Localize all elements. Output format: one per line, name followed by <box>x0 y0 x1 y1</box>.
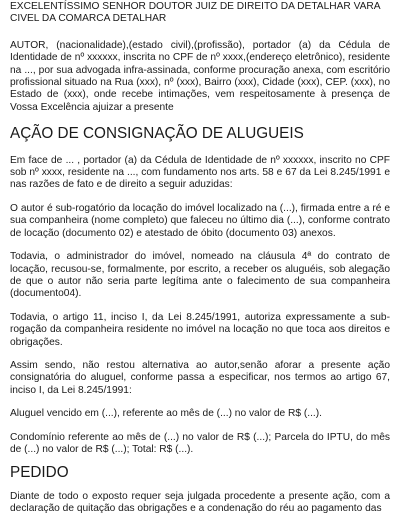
paragraph-condominio: Condomínio referente ao mês de (...) no valor de R$ (...); Parcela do IPTU, do mês de (...) no valor de R$ (...); Total: R$ (...). <box>10 431 390 455</box>
spacer <box>10 192 390 203</box>
paragraph-artigo-11: Todavia, o artigo 11, inciso I, da Lei 8.245/1991, autoriza expressamente a sub-rogação da companheira residente no imóvel na locação no que toca aos direitos e obrigações. <box>10 311 390 348</box>
document-title: EXCELENTÍSSIMO SENHOR DOUTOR JUIZ DE DIREITO DA DETALHAR VARA CIVEL DA COMARCA DETALHAR <box>10 1 381 25</box>
paragraph-aluguel-vencido: Aluguel vencido em (...), referente ao mês de (...) no valor de R$ (...). <box>10 408 322 420</box>
spacer <box>10 349 390 360</box>
paragraph-administrador: Todavia, o administrador do imóvel, nomeado na cláusula 4ª do contrato de locação, recusou-se, formalmente, por escrito, a receber os aluguéis, sob alegação de que o autor não seria parte legítima ante o falecimento de sua companheira (documento04). <box>10 251 390 300</box>
paragraph-em-face: Em face de ... , portador (a) da Cédula de Identidade de nº xxxxxx, inscrito no CPF sob nº xxxx, residente na ..., com fundamento nos arts. 58 e 67 da Lei 8.245/1991 e nas razões de fato e de direito a seguir aduzidas: <box>10 154 390 191</box>
intro-paragraph: AUTOR, (nacionalidade),(estado civil),(profissão), portador (a) da Cédula de Identidade de nº xxxxxx, inscrita no CPF de nº xxxx,(endereço eletrônico), residente na ..., por sua advogada infra-assinada, conforme procuração anexa, com escritório profissional situado na Rua (xxx), nº (xxx), Bairro (xxx), Cidade (xxx), CEP. (xxx), no Estado de (xxx), onde recebe intimações, vem respeitosamente à presença de Vossa Excelência ajuizar a presente <box>10 39 390 113</box>
pedido-title: PEDIDO <box>10 464 69 482</box>
spacer <box>10 301 390 312</box>
spacer <box>10 480 390 491</box>
spacer <box>10 240 390 251</box>
paragraph-pedido: Diante de todo o exposto requer seja julgada procedente a presente ação, com a declaração de quitação das obrigações e a condenação do réu ao pagamento das <box>10 490 390 515</box>
spacer <box>10 397 390 408</box>
spacer <box>10 421 390 432</box>
paragraph-sub-rogatorio: O autor é sub-rogatório da locação do imóvel localizado na (...), firmada entre a ré e sua companheira (nome completo) que faleceu no último dia (...), conforme contrato de locação (documento 02) e atestado de óbito (documento 03) anexos. <box>10 202 390 239</box>
spacer <box>10 141 390 155</box>
action-title: AÇÃO DE CONSIGNAÇÃO DE ALUGUEIS <box>10 125 304 143</box>
spacer <box>10 26 390 40</box>
paragraph-assim-sendo: Assim sendo, não restou alternativa ao autor,senão aforar a presente ação consignatória do aluguel, conforme passa a especificar, nos termos ao artigo 67, inciso I, da Lei 8.245/1991: <box>10 359 390 396</box>
